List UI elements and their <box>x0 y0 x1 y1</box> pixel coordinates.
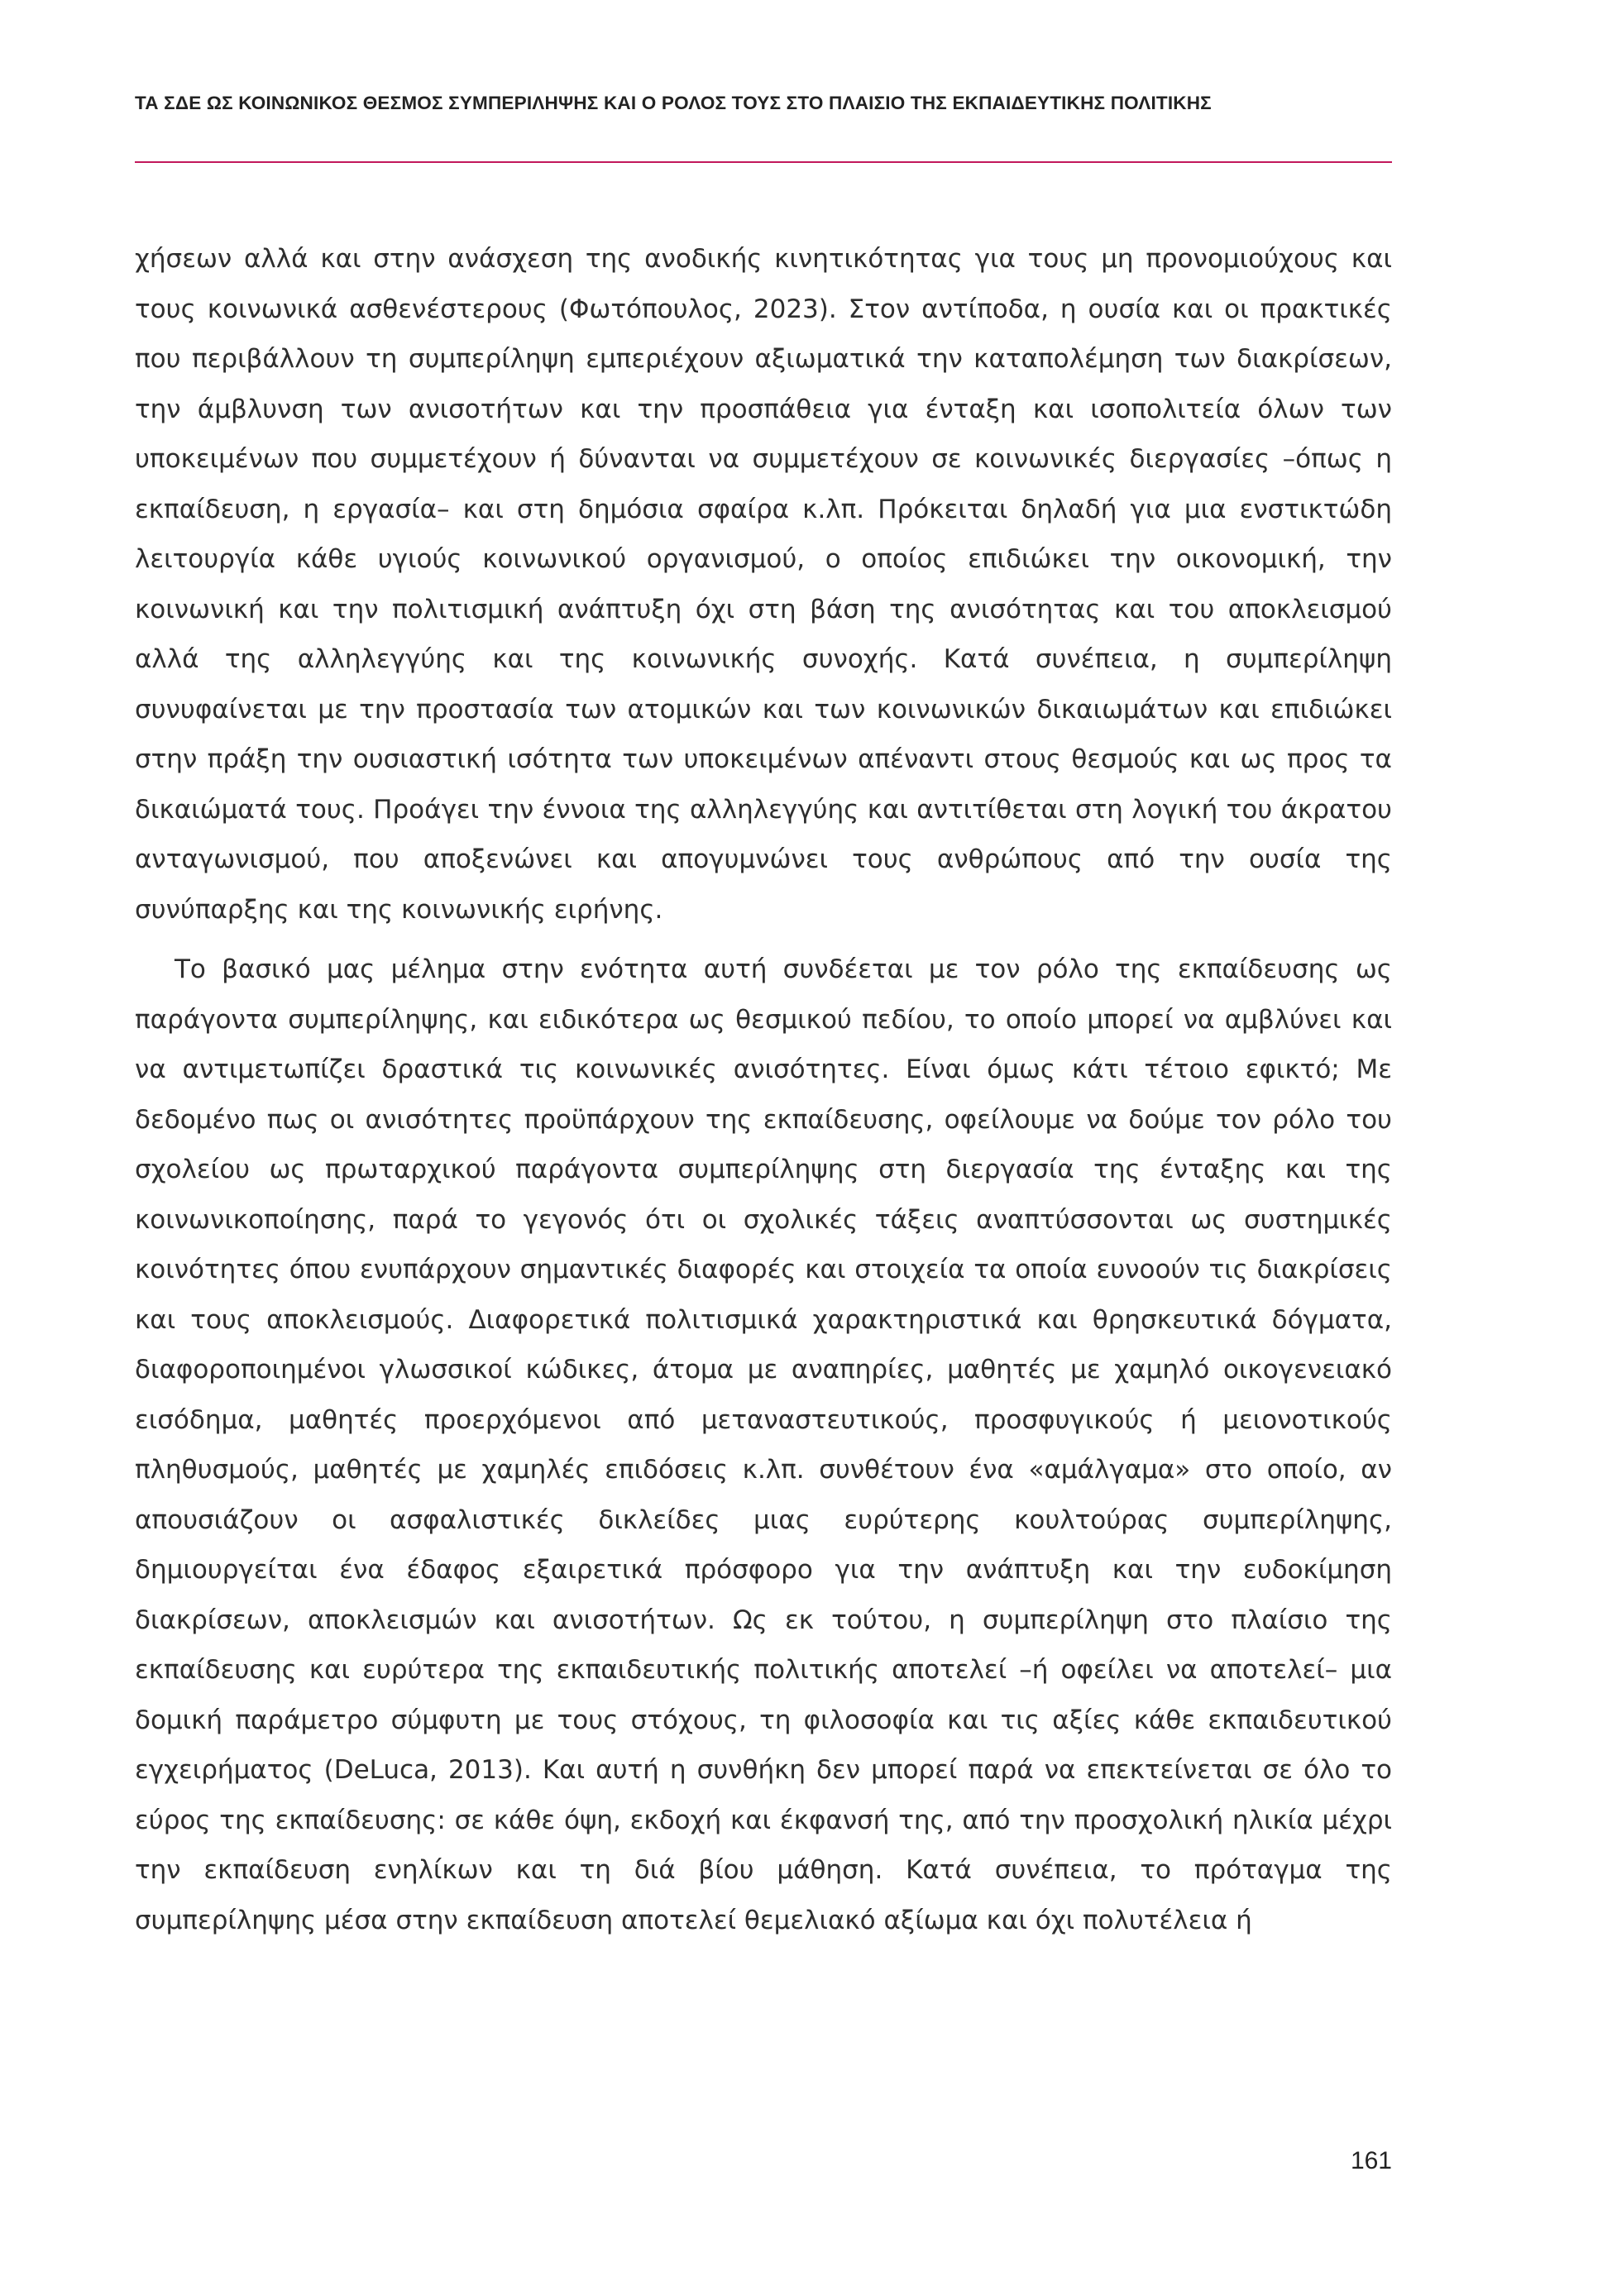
body-text <box>135 234 1392 1955</box>
header-divider <box>135 161 1392 163</box>
paragraph-continued: χήσεων αλλά και στην ανάσχεση της ανοδικής κινητικότητας για τους μη προνομιούχους και τους κοινωνικά ασθενέστερους (Φωτόπουλος, 2023). Στον αντίποδα, η ουσία και οι πρακτικές που περιβάλλουν τη συμπερίληψη εμπεριέχουν αξιωματικά την καταπολέμηση των διακρίσεων, την άμβλυνση των ανισοτήτων και την προσπάθεια για ένταξη και ισοπολιτεία όλων των υποκειμένων που συμμετέχουν ή δύνανται να συμμετέχουν σε κοινωνικές διεργασίες –όπως η εκπαίδευση, η εργασία– και στη δημόσια σφαίρα κ.λπ. Πρόκειται δηλαδή για μια ενστικτώδη λειτουργία κάθε υγιούς κοινωνικού οργανισμού, ο οποίος επιδιώκει την οικονομική, την κοινωνική και την πολιτισμική ανάπτυξη όχι στη βάση της ανισότητας και του αποκλεισμού αλλά της αλληλεγγύης και της κοινωνικής συνοχής. Κατά συνέπεια, η συμπερίληψη συνυφαίνεται με την προστασία των ατομικών και των κοινωνικών δικαιωμάτων και επιδιώκει στην πράξη την ουσιαστική ισότητα των υποκειμένων απέναντι στους θεσμούς και ως προς τα δικαιώματά τους. Προάγει την έννοια της αλληλεγγύης και αντιτίθεται στη λογική του άκρατου ανταγωνισμού, που αποξενώνει και απογυμνώνει τους ανθρώπους από την ουσία της συνύπαρξης και της κοινωνικής ειρήνης. <box>135 244 1392 925</box>
page-number: 161 <box>1350 2147 1392 2174</box>
running-header: ΤΑ ΣΔΕ ΩΣ ΚΟΙΝΩΝΙΚΟΣ ΘΕΣΜΟΣ ΣΥΜΠΕΡΙΛΗΨΗΣ ΚΑΙ Ο ΡΟΛΟΣ ΤΟΥΣ ΣΤΟ ΠΛΑΙΣΙΟ ΤΗΣ ΕΚΠΑΙΔΕΥΤΙΚΗΣ ΠΟΛΙΤΙΚΗΣ <box>135 93 1212 113</box>
paragraph: Το βασικό μας μέλημα στην ενότητα αυτή συνδέεται με τον ρόλο της εκπαίδευσης ως παράγοντα συμπερίληψης, και ειδικότερα ως θεσμικού πεδίου, το οποίο μπορεί να αμβλύνει και να αντιμετωπίζει δραστικά τις κοινωνικές ανισότητες. Είναι όμως κάτι τέτοιο εφικτό; Με δεδομένο πως οι ανισότητες προϋπάρχουν της εκπαίδευσης, οφείλουμε να δούμε τον ρόλο του σχολείου ως πρωταρχικού παράγοντα συμπερίληψης στη διεργασία της ένταξης και της κοινωνικοποίησης, παρά το γεγονός ότι οι σχολικές τάξεις αναπτύσσονται ως συστημικές κοινότητες όπου ενυπάρχουν σημαντικές διαφορές και στοιχεία τα οποία ευνοούν τις διακρίσεις και τους αποκλεισμούς. Διαφορετικά πολιτισμικά χαρακτηριστικά και θρησκευτικά δόγματα, διαφοροποιημένοι γλωσσικοί κώδικες, άτομα με αναπηρίες, μαθητές με χαμηλό οικογενειακό εισόδημα, μαθητές προερχόμενοι από μεταναστευτικούς, προσφυγικούς ή μειονοτικούς πληθυσμούς, μαθητές με χαμηλές επιδόσεις κ.λπ. συνθέτουν ένα «αμάλγαμα» στο οποίο, αν απουσιάζουν οι ασφαλιστικές δικλείδες μιας ευρύτερης κουλτούρας συμπερίληψης, δημιουργείται ένα έδαφος εξαιρετικά πρόσφορο για την ανάπτυξη και την ευδοκίμηση διακρίσεων, αποκλεισμών και ανισοτήτων. Ως εκ τούτου, η συμπερίληψη στο πλαίσιο της εκπαίδευσης και ευρύτερα της εκπαιδευτικής πολιτικής αποτελεί –ή οφείλει να αποτελεί– μια δομική παράμετρο σύμφυτη με τους στόχους, τη φιλοσοφία και τις αξίες κάθε εκπαιδευτικού εγχειρήματος (DeLuca, 2013). Και αυτή η συνθήκη δεν μπορεί παρά να επεκτείνεται σε όλο το εύρος της εκπαίδευσης: σε κάθε όψη, εκδοχή και έκφανσή της, από την προσχολική ηλικία μέχρι την εκπαίδευση ενηλίκων και τη διά βίου μάθηση. Κατά συνέπεια, το πρόταγμα της συμπερίληψης μέσα στην εκπαίδευση αποτελεί θεμελιακό αξίωμα και όχι πολυτέλεια ή <box>135 954 1392 1935</box>
